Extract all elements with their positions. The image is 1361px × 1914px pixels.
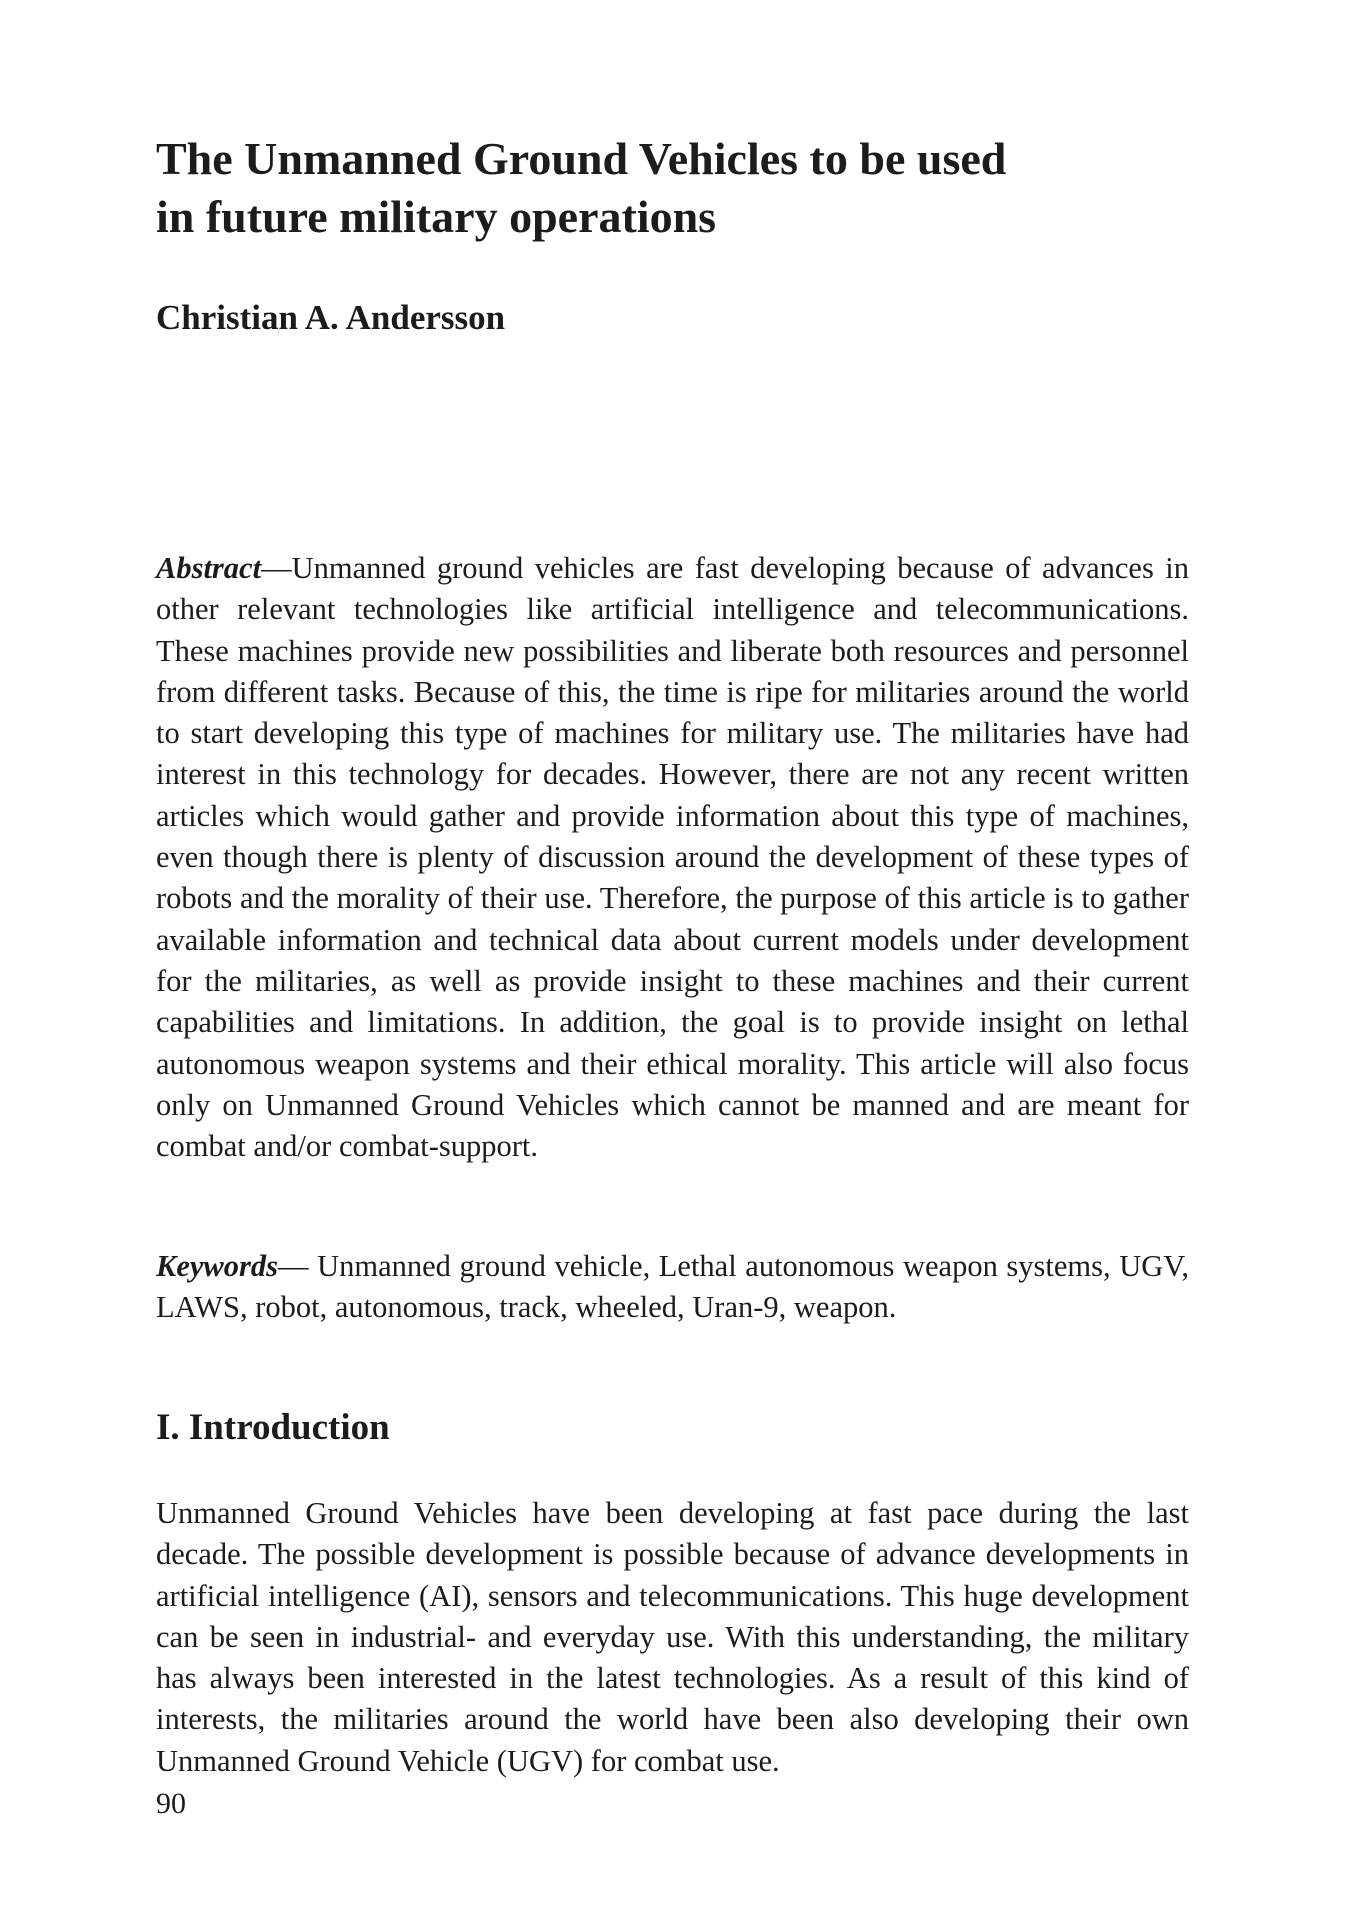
page-number: 90 [156, 1787, 186, 1820]
article-title-line-1: The Unmanned Ground Vehicles to be used [156, 133, 1007, 184]
abstract-text: Unmanned ground vehicles are fast developing because of advances in other relevant technologies like artificial intelligence and telecommunications. These machines provide new possibilities and liberate both resources and personnel from different tasks. Because of this, the time is ripe for militaries around the world to start developing this type of machines for military use. The militaries have had interest in this technology for decades. However, there are not any recent written articles which would gather and provide information about this type of machines, even though there is plenty of discussion around the development of these types of robots and the morality of their use. Therefore, the purpose of this article is to gather available information and technical data about current models under development for the militaries, as well as provide insight to these machines and their current capabilities and limitations. In addition, the goal is to provide insight on lethal autonomous weapon systems and their ethical morality. This article will also focus only on Unmanned Ground Vehicles which cannot be manned and are meant for combat and/or combat-support. [156, 551, 1189, 1164]
keywords-paragraph [156, 1246, 1189, 1329]
article-title [156, 130, 1189, 246]
abstract-separator: — [261, 551, 292, 585]
section-heading-introduction: I. Introduction [156, 1407, 390, 1448]
abstract-paragraph [156, 548, 1189, 1167]
abstract-label: Abstract [156, 551, 262, 585]
keywords-separator: — [278, 1249, 318, 1283]
keywords-text: Unmanned ground vehicle, Lethal autonomous weapon systems, UGV, LAWS, robot, autonomous, track, wheeled, Uran-9, weapon. [156, 1249, 1190, 1325]
article-title-line-2: in future military operations [156, 191, 717, 242]
introduction-paragraph: Unmanned Ground Vehicles have been developing at fast pace during the last decade. The possible development is possible because of advance developments in artificial intelligence (AI), sensors and telecommunications. This huge development can be seen in industrial- and everyday use. With this understanding, the military has always been interested in the latest technologies. As a result of this kind of interests, the militaries around the world have been also developing their own Unmanned Ground Vehicle (UGV) for combat use. [156, 1496, 1189, 1778]
author-name: Christian A. Andersson [156, 298, 506, 337]
keywords-label: Keywords [156, 1249, 278, 1283]
